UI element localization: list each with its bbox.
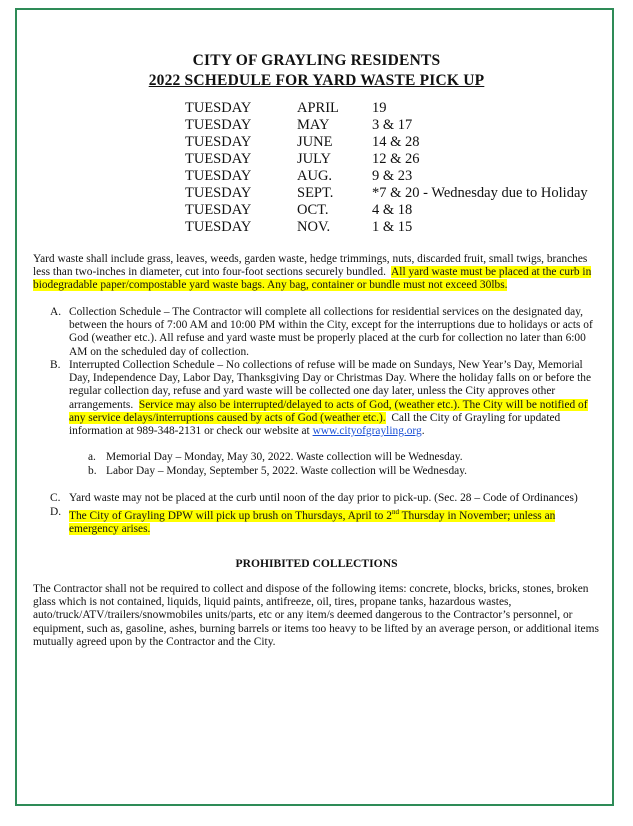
- item-b-text: Interrupted Collection Schedule – No collections of refuse will be made on Sundays, New Year’s Day, Memorial Day, Independence Day, Labor Day, Thanksgiving Day or Christmas Day. Where the holiday falls on or before the regular collection day, refuse and yard waste will be collected one day later, unless the City approves other arrangements.: [69, 359, 592, 411]
- schedule-day: TUESDAY: [185, 168, 252, 184]
- item-d-label: D.: [50, 506, 62, 518]
- item-c: [33, 492, 611, 505]
- item-a: [33, 306, 605, 359]
- schedule-dates: 19: [372, 100, 387, 116]
- schedule-day: TUESDAY: [185, 202, 252, 218]
- item-a-text: Collection Schedule – The Contractor will complete all collections for residential services on the designated day, between the hours of 7:00 AM and 10:00 PM within the City, except for the interruptions due to holidays or acts of God (weather etc.). All refuse and yard waste must be properly placed at the curb for collection no later than 6:00 AM on the scheduled day of collection.: [69, 306, 593, 358]
- intro-highlight: All yard waste must be placed at the curb in biodegradable paper/compostable yard waste bags. Any bag, container or bundle must not exceed 30lbs.: [33, 266, 592, 292]
- holiday-b-label: b.: [88, 465, 97, 477]
- schedule-day: TUESDAY: [185, 151, 252, 167]
- schedule-day: TUESDAY: [185, 100, 252, 116]
- schedule-dates: 3 & 17: [372, 117, 413, 133]
- item-b-contact: Call the City of Grayling for updated information at 989-348-2131 or check our website at: [69, 411, 561, 438]
- prohibited-heading: PROHIBITED COLLECTIONS: [235, 557, 398, 570]
- schedule-month: JUNE: [297, 134, 333, 150]
- schedule-day: TUESDAY: [185, 219, 252, 235]
- schedule-dates: 12 & 26: [372, 151, 420, 167]
- item-c-label: C.: [50, 492, 61, 504]
- schedule-month: MAY: [297, 117, 330, 133]
- intro-text: Yard waste shall include grass, leaves, weeds, garden waste, hedge trimmings, nuts, discarded fruit, small twigs, branches less than two-inches in diameter, cut into four-foot sections securely bundled.: [33, 253, 588, 279]
- holiday-a-label: a.: [88, 451, 96, 463]
- item-d-body: [69, 506, 573, 536]
- schedule-month: APRIL: [297, 100, 339, 116]
- prohibited-text: The Contractor shall not be required to collect and dispose of the following items: concrete, blocks, bricks, stones, broken glass which is not contained, liquids, liquid paints, antifreeze, oil, tires, propane tanks, hazardous wastes, auto/truck/ATV/trailers/snowmobiles units/parts, etc or any item/s deemed dangerous to the Contractor’s personnel, or equipment, such as, gasoline, ashes, burning barrels or items too heavy to be lifted by an average person, or additional items mutually agreed upon by the Contractor and the City.: [33, 583, 599, 648]
- item-b-body: [69, 359, 605, 438]
- schedule-dates: 9 & 23: [372, 168, 413, 184]
- item-d-sup: nd: [391, 508, 399, 516]
- holiday-a: [88, 451, 608, 464]
- document-title: CITY OF GRAYLING RESIDENTS: [192, 52, 441, 69]
- schedule-dates: 14 & 28: [372, 134, 420, 150]
- item-b: [33, 359, 605, 438]
- schedule-day: TUESDAY: [185, 185, 252, 201]
- item-d-text-a: The City of Grayling DPW will pick up brush on Thursdays, April to 2: [69, 509, 392, 522]
- schedule-dates: *7 & 20 - Wednesday due to Holiday: [372, 185, 588, 201]
- item-b-label: B.: [50, 359, 61, 371]
- schedule-dates: 4 & 18: [372, 202, 413, 218]
- item-c-text: Yard waste may not be placed at the curb until noon of the day prior to pick-up. (Sec. 28 – Code of Ordinances): [69, 492, 578, 504]
- city-website-link[interactable]: www.cityofgrayling.org: [312, 425, 422, 438]
- item-d-text-b: Thursday in November; unless an emergency arises.: [69, 509, 556, 535]
- schedule-month: OCT.: [297, 202, 329, 218]
- schedule-month: JULY: [297, 151, 331, 167]
- item-a-label: A.: [50, 306, 62, 318]
- schedule-month: NOV.: [297, 219, 331, 235]
- item-d-highlight: [69, 510, 555, 535]
- schedule-day: TUESDAY: [185, 117, 252, 133]
- yard-waste-definition: [33, 253, 605, 293]
- schedule-month: SEPT.: [297, 185, 334, 201]
- item-b-end: .: [421, 425, 425, 438]
- holiday-b: [88, 465, 608, 478]
- schedule-dates: 1 & 15: [372, 219, 413, 235]
- holiday-a-text: Memorial Day – Monday, May 30, 2022. Waste collection will be Wednesday.: [106, 451, 463, 463]
- item-b-highlight: Service may also be interrupted/delayed to acts of God, (weather etc.). The City will be notified of any service delays/interruptions caused by acts of God (weather etc.).: [69, 398, 588, 424]
- schedule-month: AUG.: [297, 168, 333, 184]
- schedule-day: TUESDAY: [185, 134, 252, 150]
- item-d: [33, 506, 573, 536]
- holiday-b-text: Labor Day – Monday, September 5, 2022. Waste collection will be Wednesday.: [106, 465, 467, 477]
- document-subtitle: 2022 SCHEDULE FOR YARD WASTE PICK UP: [148, 72, 485, 89]
